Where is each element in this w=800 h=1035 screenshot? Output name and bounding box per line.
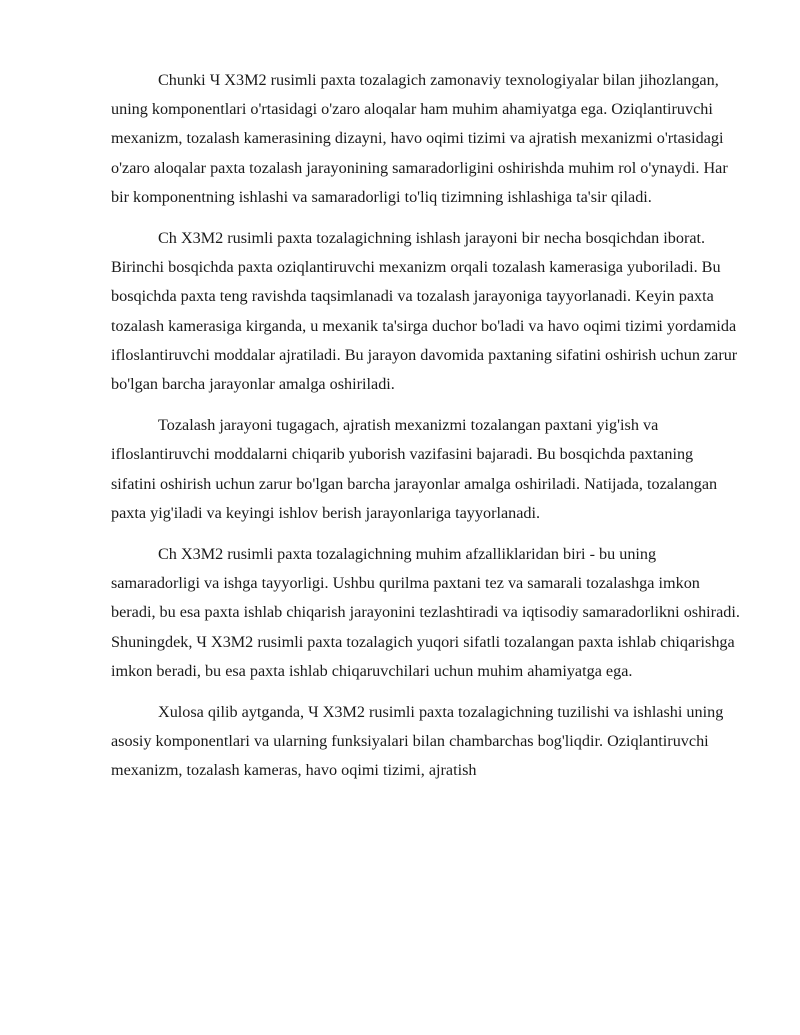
paragraph-5: Xulosa qilib aytganda, Ч Х3М2 rusimli paxta tozalagichning tuzilishi va ishlashi uning asosiy komponentlari va ularning funksiyalari bilan chambarchas bog'liqdir. Oziqlantiruvchi mexanizm, tozalash kameras, havo oqimi tizimi, ajratish: [111, 703, 724, 780]
paragraph-4: Ch Х3М2 rusimli paxta tozalagichning muhim afzalliklaridan biri - bu uning samaradorligi va ishga tayyorligi. Ushbu qurilma paxtani tez va samarali tozalashga imkon beradi, bu esa paxta ishlab chiqarish jarayonini tezlashtiradi va iqtisodiy samaradorlikni oshiradi. Shuningdek, Ч Х3М2 rusimli paxta tozalagich yuqori sifatli tozalangan paxta ishlab chiqarishga imkon beradi, bu esa paxta ishlab chiqaruvchilari uchun muhim ahamiyatga ega.: [111, 545, 740, 680]
paragraph-1: Chunki Ч Х3М2 rusimli paxta tozalagich zamonaviy texnologiyalar bilan jihozlangan, uning komponentlari o'rtasidagi o'zaro aloqalar ham muhim ahamiyatga ega. Oziqlantiruvchi mexanizm, tozalash kamerasining dizayni, havo oqimi tizimi va ajratish mexanizmi o'rtasidagi o'zaro aloqalar paxta tozalash jarayonining samaradorligini oshirishda muhim rol o'ynaydi. Har bir komponentning ishlashi va samaradorligi to'liq tizimning ishlashiga ta'sir qiladi.: [111, 71, 728, 206]
document-body: [111, 66, 741, 798]
paragraph-2: Ch Х3М2 rusimli paxta tozalagichning ishlash jarayoni bir necha bosqichdan iborat. Birinchi bosqichda paxta oziqlantiruvchi mexanizm orqali tozalash kamerasiga yuboriladi. Bu bosqichda paxta teng ravishda taqsimlanadi va tozalash jarayoniga tayyorlanadi. Keyin paxta tozalash kamerasiga kirganda, u mexanik ta'sirga duchor bo'ladi va havo oqimi tizimi yordamida ifloslantiruvchi moddalar ajratiladi. Bu jarayon davomida paxtaning sifatini oshirish uchun zarur bo'lgan barcha jarayonlar amalga oshiriladi.: [111, 229, 738, 394]
paragraph-3: Tozalash jarayoni tugagach, ajratish mexanizmi tozalangan paxtani yig'ish va ifloslantiruvchi moddalarni chiqarib yuborish vazifasini bajaradi. Bu bosqichda paxtaning sifatini oshirish uchun zarur bo'lgan barcha jarayonlar amalga oshiriladi. Natijada, tozalangan paxta yig'iladi va keyingi ishlov berish jarayonlariga tayyorlanadi.: [111, 416, 718, 522]
